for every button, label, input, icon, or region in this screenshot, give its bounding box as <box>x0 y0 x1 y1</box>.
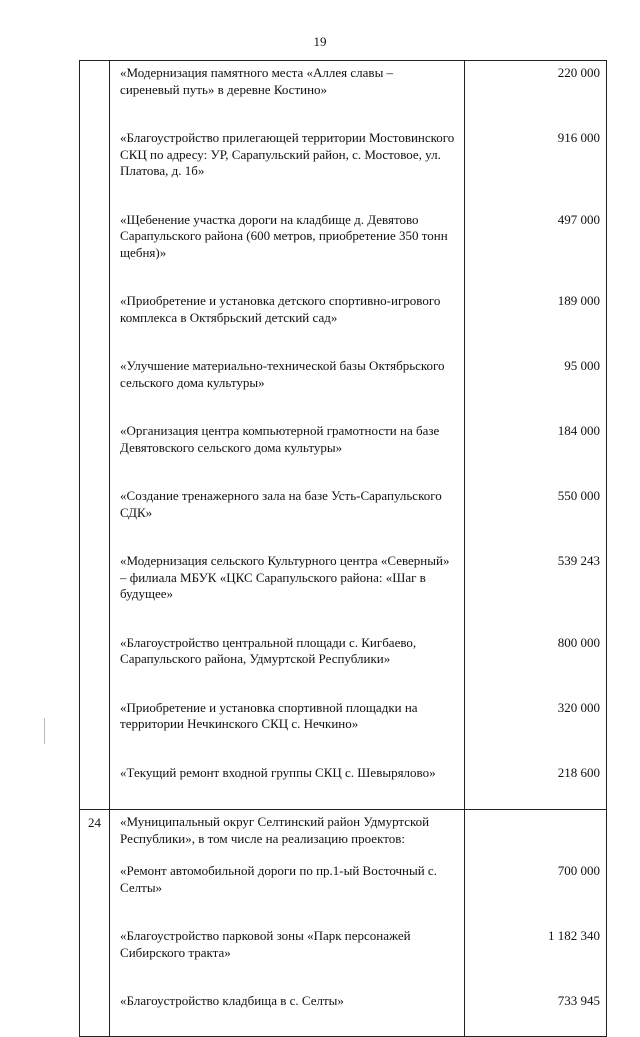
row-spacer <box>80 98 607 126</box>
row-number <box>80 208 110 262</box>
project-description: «Приобретение и установка спортивной площадки на территории Нечкинского СКЦ с. Нечкино» <box>110 696 465 733</box>
project-description: «Модернизация сельского Культурного центра «Северный» – филиала МБУК «ЦКС Сарапульского района: «Шаг в будущее» <box>110 549 465 603</box>
row-spacer <box>80 521 607 549</box>
row-number <box>80 354 110 391</box>
row-spacer <box>80 896 607 924</box>
project-description: «Муниципальный округ Селтинский район Удмуртской Республики», в том числе на реализацию проектов: <box>110 810 465 848</box>
table-row <box>80 631 607 668</box>
project-amount: 184 000 <box>464 419 606 456</box>
project-description: «Улучшение материально-технической базы Октябрьского сельского дома культуры» <box>110 354 465 391</box>
row-spacer <box>80 456 607 484</box>
project-description: «Создание тренажерного зала на базе Усть-Сарапульского СДК» <box>110 484 465 521</box>
project-description: «Организация центра компьютерной грамотности на базе Девятовского сельского дома культуры» <box>110 419 465 456</box>
project-description: «Приобретение и установка детского спортивно-игрового комплекса в Октябрьский детский сад» <box>110 289 465 326</box>
project-amount: 218 600 <box>464 761 606 782</box>
project-amount: 800 000 <box>464 631 606 668</box>
table-row <box>80 810 607 848</box>
project-description: «Благоустройство парковой зоны «Парк персонажей Сибирского тракта» <box>110 924 465 961</box>
row-number <box>80 696 110 733</box>
table-row <box>80 208 607 262</box>
row-spacer <box>80 668 607 696</box>
project-description: «Модернизация памятного места «Аллея славы – сиреневый путь» в деревне Костино» <box>110 61 465 99</box>
row-spacer <box>80 326 607 354</box>
row-number <box>80 126 110 180</box>
project-description: «Благоустройство центральной площади с. Кигбаево, Сарапульского района, Удмуртской Республики» <box>110 631 465 668</box>
table-row <box>80 924 607 961</box>
row-number <box>80 484 110 521</box>
row-spacer <box>80 603 607 631</box>
row-spacer <box>80 961 607 989</box>
table-row <box>80 126 607 180</box>
project-description: «Ремонт автомобильной дороги по пр.1-ый Восточный с. Селты» <box>110 859 465 896</box>
row-number <box>80 419 110 456</box>
project-amount: 320 000 <box>464 696 606 733</box>
row-number <box>80 549 110 603</box>
project-amount: 916 000 <box>464 126 606 180</box>
row-spacer <box>80 847 607 859</box>
project-amount: 1 182 340 <box>464 924 606 961</box>
project-description: «Благоустройство прилегающей территории Мостовинского СКЦ по адресу: УР, Сарапульский район, с. Мостовое, ул. Платова, д. 1б» <box>110 126 465 180</box>
row-number: 24 <box>80 810 110 848</box>
scan-artifact <box>44 718 45 744</box>
row-number <box>80 989 110 1010</box>
row-number <box>80 859 110 896</box>
page-number: 19 <box>313 34 327 49</box>
row-number <box>80 289 110 326</box>
row-spacer <box>80 1010 607 1037</box>
table-row <box>80 289 607 326</box>
table-row <box>80 549 607 603</box>
project-amount: 497 000 <box>464 208 606 262</box>
table-row <box>80 696 607 733</box>
table-row <box>80 484 607 521</box>
row-spacer <box>80 391 607 419</box>
row-number <box>80 631 110 668</box>
table-row <box>80 859 607 896</box>
project-amount <box>464 810 606 848</box>
project-description: «Благоустройство кладбища в с. Селты» <box>110 989 465 1010</box>
project-description: «Текущий ремонт входной группы СКЦ с. Шевырялово» <box>110 761 465 782</box>
project-description: «Щебенение участка дороги на кладбище д. Девятово Сарапульского района (600 метров, приобретение 350 тонн щебня)» <box>110 208 465 262</box>
row-number <box>80 924 110 961</box>
project-amount: 733 945 <box>464 989 606 1010</box>
project-amount: 189 000 <box>464 289 606 326</box>
row-number <box>80 61 110 99</box>
row-spacer <box>80 733 607 761</box>
project-amount: 550 000 <box>464 484 606 521</box>
table-row <box>80 419 607 456</box>
project-amount: 220 000 <box>464 61 606 99</box>
row-spacer <box>80 180 607 208</box>
project-amount: 95 000 <box>464 354 606 391</box>
project-amount: 539 243 <box>464 549 606 603</box>
table-row <box>80 989 607 1010</box>
row-spacer <box>80 781 607 810</box>
project-amount: 700 000 <box>464 859 606 896</box>
projects-table <box>79 60 607 1037</box>
table-row <box>80 761 607 782</box>
table-row <box>80 354 607 391</box>
row-spacer <box>80 261 607 289</box>
row-number <box>80 761 110 782</box>
table-row <box>80 61 607 99</box>
